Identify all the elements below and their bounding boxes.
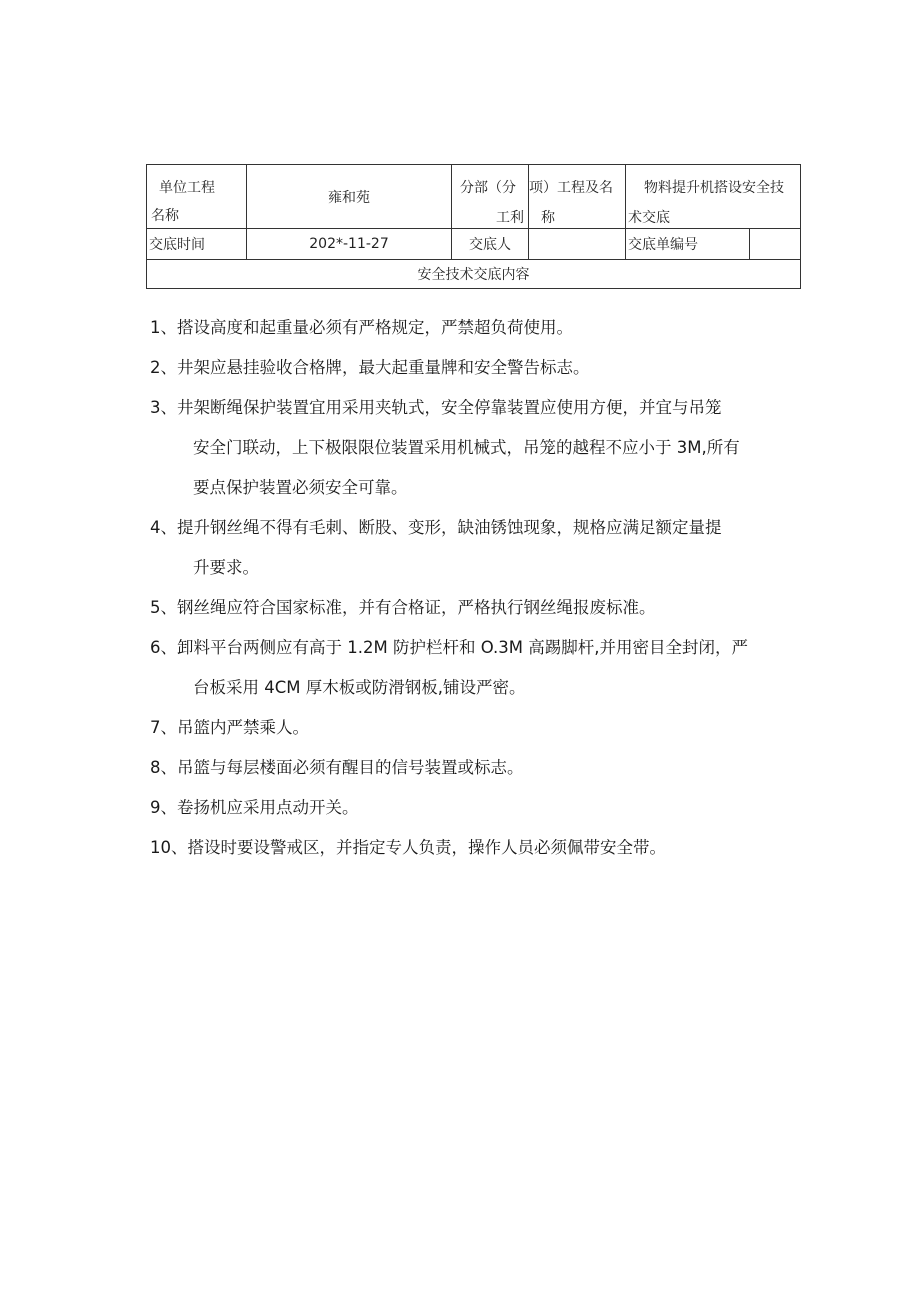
list-item-text xyxy=(150,388,810,508)
sub-project-label-a-line1: 分部（分 xyxy=(460,180,516,196)
disclosure-person-value xyxy=(529,229,626,260)
disclosure-number-value xyxy=(750,229,801,260)
list-item xyxy=(150,748,810,788)
list-item-text xyxy=(150,748,810,788)
list-item-number: 10、 xyxy=(150,838,188,857)
content-section-title: 安全技术交底内容 xyxy=(147,260,801,289)
list-item xyxy=(150,508,810,588)
list-item xyxy=(150,788,810,828)
list-item-number: 8、 xyxy=(150,758,177,777)
list-item-number: 4、 xyxy=(150,518,177,537)
safety-items-list xyxy=(150,308,810,868)
list-item xyxy=(150,708,810,748)
list-item-line: 提升钢丝绳不得有毛刺、断股、变形，缺油锈蚀现象，规格应满足额定量提 xyxy=(177,518,722,537)
list-item-line: 钢丝绳应符合国家标准，并有合格证，严格执行钢丝绳报废标准。 xyxy=(177,598,656,617)
disclosure-person-label: 交底人 xyxy=(452,229,529,260)
list-item-line: 卷扬机应采用点动开关。 xyxy=(177,798,359,817)
list-item-text xyxy=(150,788,810,828)
list-item xyxy=(150,388,810,508)
list-item-number: 6、 xyxy=(150,638,177,657)
list-item xyxy=(150,308,810,348)
list-item-continuation: 安全门联动，上下极限限位装置采用机械式，吊笼的越程不应小于 3M,所有 xyxy=(193,438,740,457)
list-item xyxy=(150,828,810,868)
list-item-line: 搭设时要设警戒区，并指定专人负责，操作人员必须佩带安全带。 xyxy=(187,838,666,857)
list-item-text xyxy=(150,508,810,588)
list-item-number: 1、 xyxy=(150,318,177,337)
list-item-line: 井架断绳保护装置宜用采用夹轨式，安全停靠装置应使用方便，并宜与吊笼 xyxy=(177,398,722,417)
list-item-number: 9、 xyxy=(150,798,177,817)
list-item-number: 3、 xyxy=(150,398,177,417)
list-item-line: 卸料平台两侧应有高于 1.2M 防护栏杆和 O.3M 高踢脚杆,并用密目全封闭，严 xyxy=(177,638,748,657)
list-item xyxy=(150,348,810,388)
list-item-text xyxy=(150,308,810,348)
disclosure-header-table xyxy=(146,164,801,289)
sub-project-label-b-line1: 项）工程及名 xyxy=(529,180,613,196)
disclosure-time-value: 202*-11-27 xyxy=(247,229,452,260)
disclosure-time-label: 交底时间 xyxy=(147,229,247,260)
unit-project-label-line1: 单位工程 xyxy=(159,180,215,196)
unit-project-label-cell xyxy=(147,165,247,229)
unit-project-value-cell xyxy=(247,165,452,229)
list-item-continuation: 台板采用 4CM 厚木板或防滑钢板,铺设严密。 xyxy=(193,678,526,697)
list-item-text xyxy=(150,708,810,748)
list-item-line: 井架应悬挂验收合格牌，最大起重量牌和安全警告标志。 xyxy=(177,358,590,377)
sub-project-value-line1: 物料提升机搭设安全技 xyxy=(644,180,784,196)
list-item-line: 搭设高度和起重量必须有严格规定，严禁超负荷使用。 xyxy=(177,318,573,337)
unit-project-label-line2: 名称 xyxy=(151,208,179,224)
sub-project-label-a-line2: 工利 xyxy=(496,210,524,226)
list-item-text xyxy=(150,628,810,708)
sub-project-label-b-line2: 称 xyxy=(541,210,555,226)
list-item-line: 吊篮与每层楼面必须有醒目的信号装置或标志。 xyxy=(177,758,524,777)
sub-project-label-cell-b xyxy=(529,165,626,229)
list-item xyxy=(150,588,810,628)
sub-project-value-cell xyxy=(626,165,801,229)
table-row-project xyxy=(147,165,801,229)
list-item-number: 5、 xyxy=(150,598,177,617)
list-item-continuation: 升要求。 xyxy=(193,558,259,577)
unit-project-value: 雍和苑 xyxy=(328,189,370,206)
sub-project-value-line2: 术交底 xyxy=(628,210,670,226)
list-item-continuation: 要点保护装置必须安全可靠。 xyxy=(193,478,408,497)
table-row-time xyxy=(147,229,801,260)
sub-project-label-cell-a xyxy=(452,165,529,229)
list-item-text xyxy=(150,348,810,388)
list-item-line: 吊篮内严禁乘人。 xyxy=(177,718,309,737)
list-item-text xyxy=(150,588,810,628)
list-item-number: 7、 xyxy=(150,718,177,737)
table-row-content-title xyxy=(147,260,801,289)
disclosure-number-label: 交底单编号 xyxy=(626,229,750,260)
list-item-text xyxy=(150,828,810,868)
list-item xyxy=(150,628,810,708)
list-item-number: 2、 xyxy=(150,358,177,377)
